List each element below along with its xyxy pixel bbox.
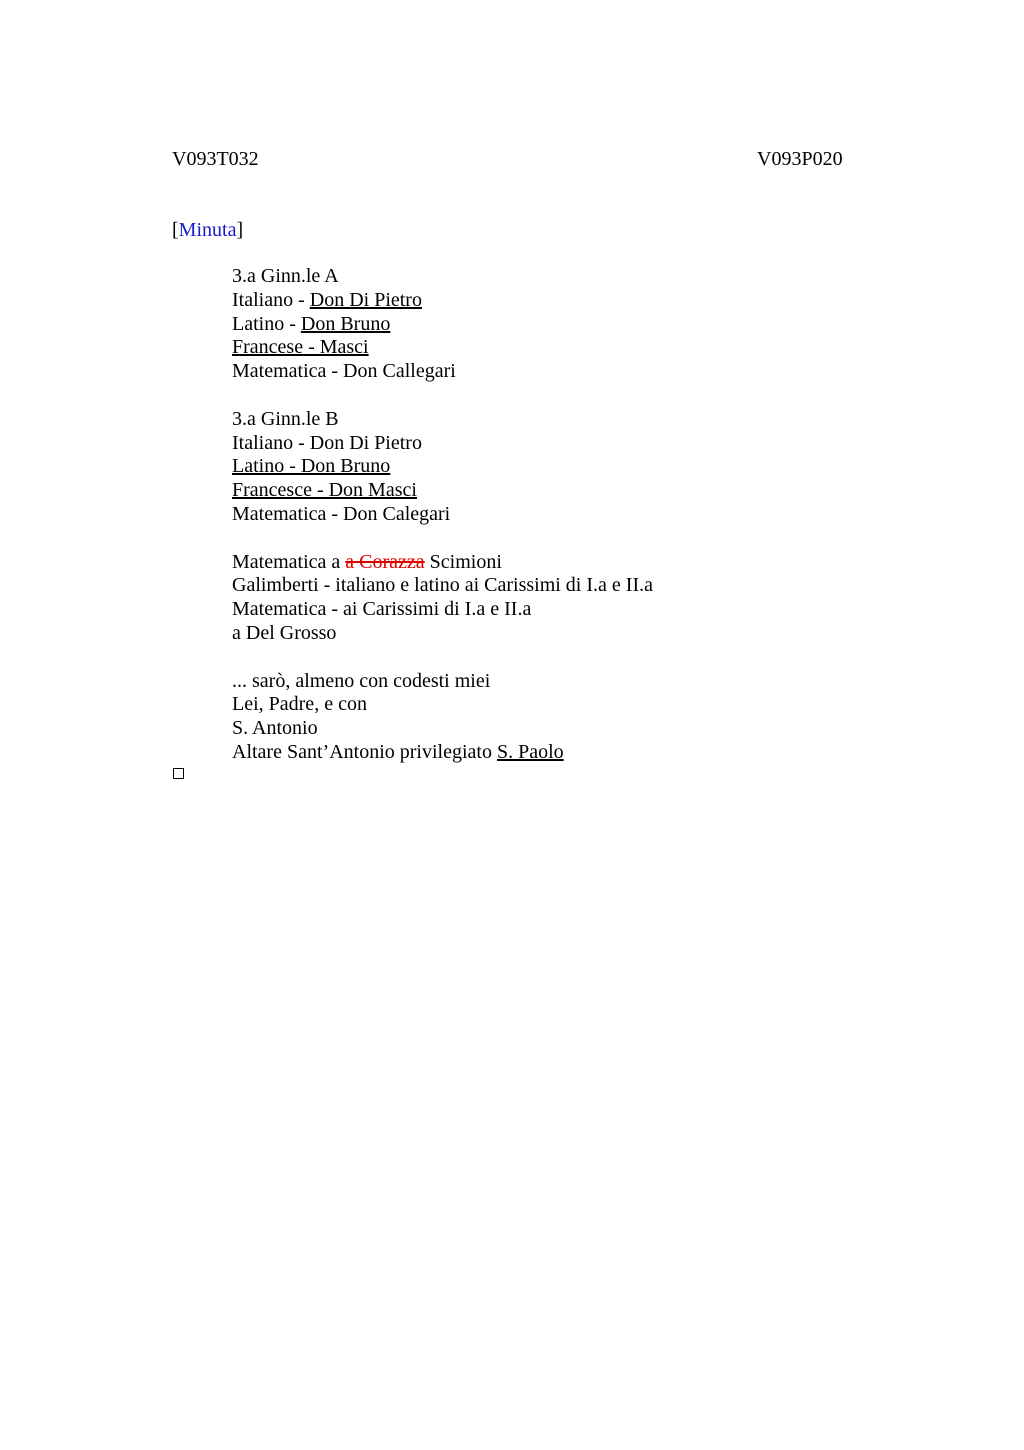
section-b-francese-text: Francesce - Don Masci — [232, 479, 417, 502]
closing-line-4 — [232, 741, 653, 765]
section-a-latino — [232, 313, 653, 337]
closing-line-4-prefix: Altare Sant’Antonio privilegiato — [232, 740, 497, 763]
document-code-left: V093T032 — [172, 148, 259, 170]
section-a-francese-text: Francese - Masci — [232, 336, 369, 359]
section-a-latino-teacher: Don Bruno — [300, 312, 391, 335]
notes-line-3: Matematica - ai Carissimi di I.a e II.a — [232, 598, 532, 621]
closing-line-2: Lei, Padre, e con — [232, 693, 367, 716]
section-b-latino-text: Latino - Don Bruno — [232, 455, 391, 478]
minuta-label: Minuta — [178, 219, 237, 241]
section-a-italiano-teacher: Don Di Pietro — [309, 288, 422, 311]
section-a-italiano-prefix: Italiano - — [232, 288, 310, 311]
section-b-italiano: Italiano - Don Di Pietro — [232, 431, 422, 454]
open-bracket: [ — [172, 219, 179, 241]
notes-line-1-suffix: Scimioni — [424, 550, 502, 573]
section-b-latino — [232, 455, 653, 479]
section-a-title: 3.a Ginn.le A — [232, 265, 339, 287]
document-code-right: V093P020 — [757, 148, 843, 170]
closing-line-1: ... sarò, almeno con codesti miei — [232, 669, 491, 692]
deleted-text: a Corazza — [345, 550, 425, 573]
paragraph-gap — [232, 527, 653, 551]
section-a-latino-prefix: Latino - — [232, 312, 301, 335]
close-bracket: ] — [236, 219, 244, 241]
section-b-matematica: Matematica - Don Calegari — [232, 502, 451, 525]
closing-line-4-underlined: S. Paolo — [496, 740, 564, 763]
section-b-title: 3.a Ginn.le B — [232, 407, 339, 430]
notes-line-2: Galimberti - italiano e latino ai Carissimi di I.a e II.a — [232, 574, 653, 597]
notes-line-1-prefix: Matematica a — [232, 550, 346, 573]
closing-line-3: S. Antonio — [232, 717, 318, 740]
paragraph-gap — [232, 646, 653, 670]
end-marker-box-icon — [173, 768, 184, 779]
document-type-label — [172, 218, 243, 242]
paragraph-gap — [232, 384, 653, 408]
section-a-francese — [232, 336, 653, 360]
notes-line-4: a Del Grosso — [232, 621, 337, 644]
section-a-matematica: Matematica - Don Callegari — [232, 360, 456, 383]
document-body — [232, 265, 653, 765]
section-a-italiano — [232, 289, 653, 313]
notes-line-1 — [232, 551, 653, 575]
section-b-francese — [232, 479, 653, 503]
